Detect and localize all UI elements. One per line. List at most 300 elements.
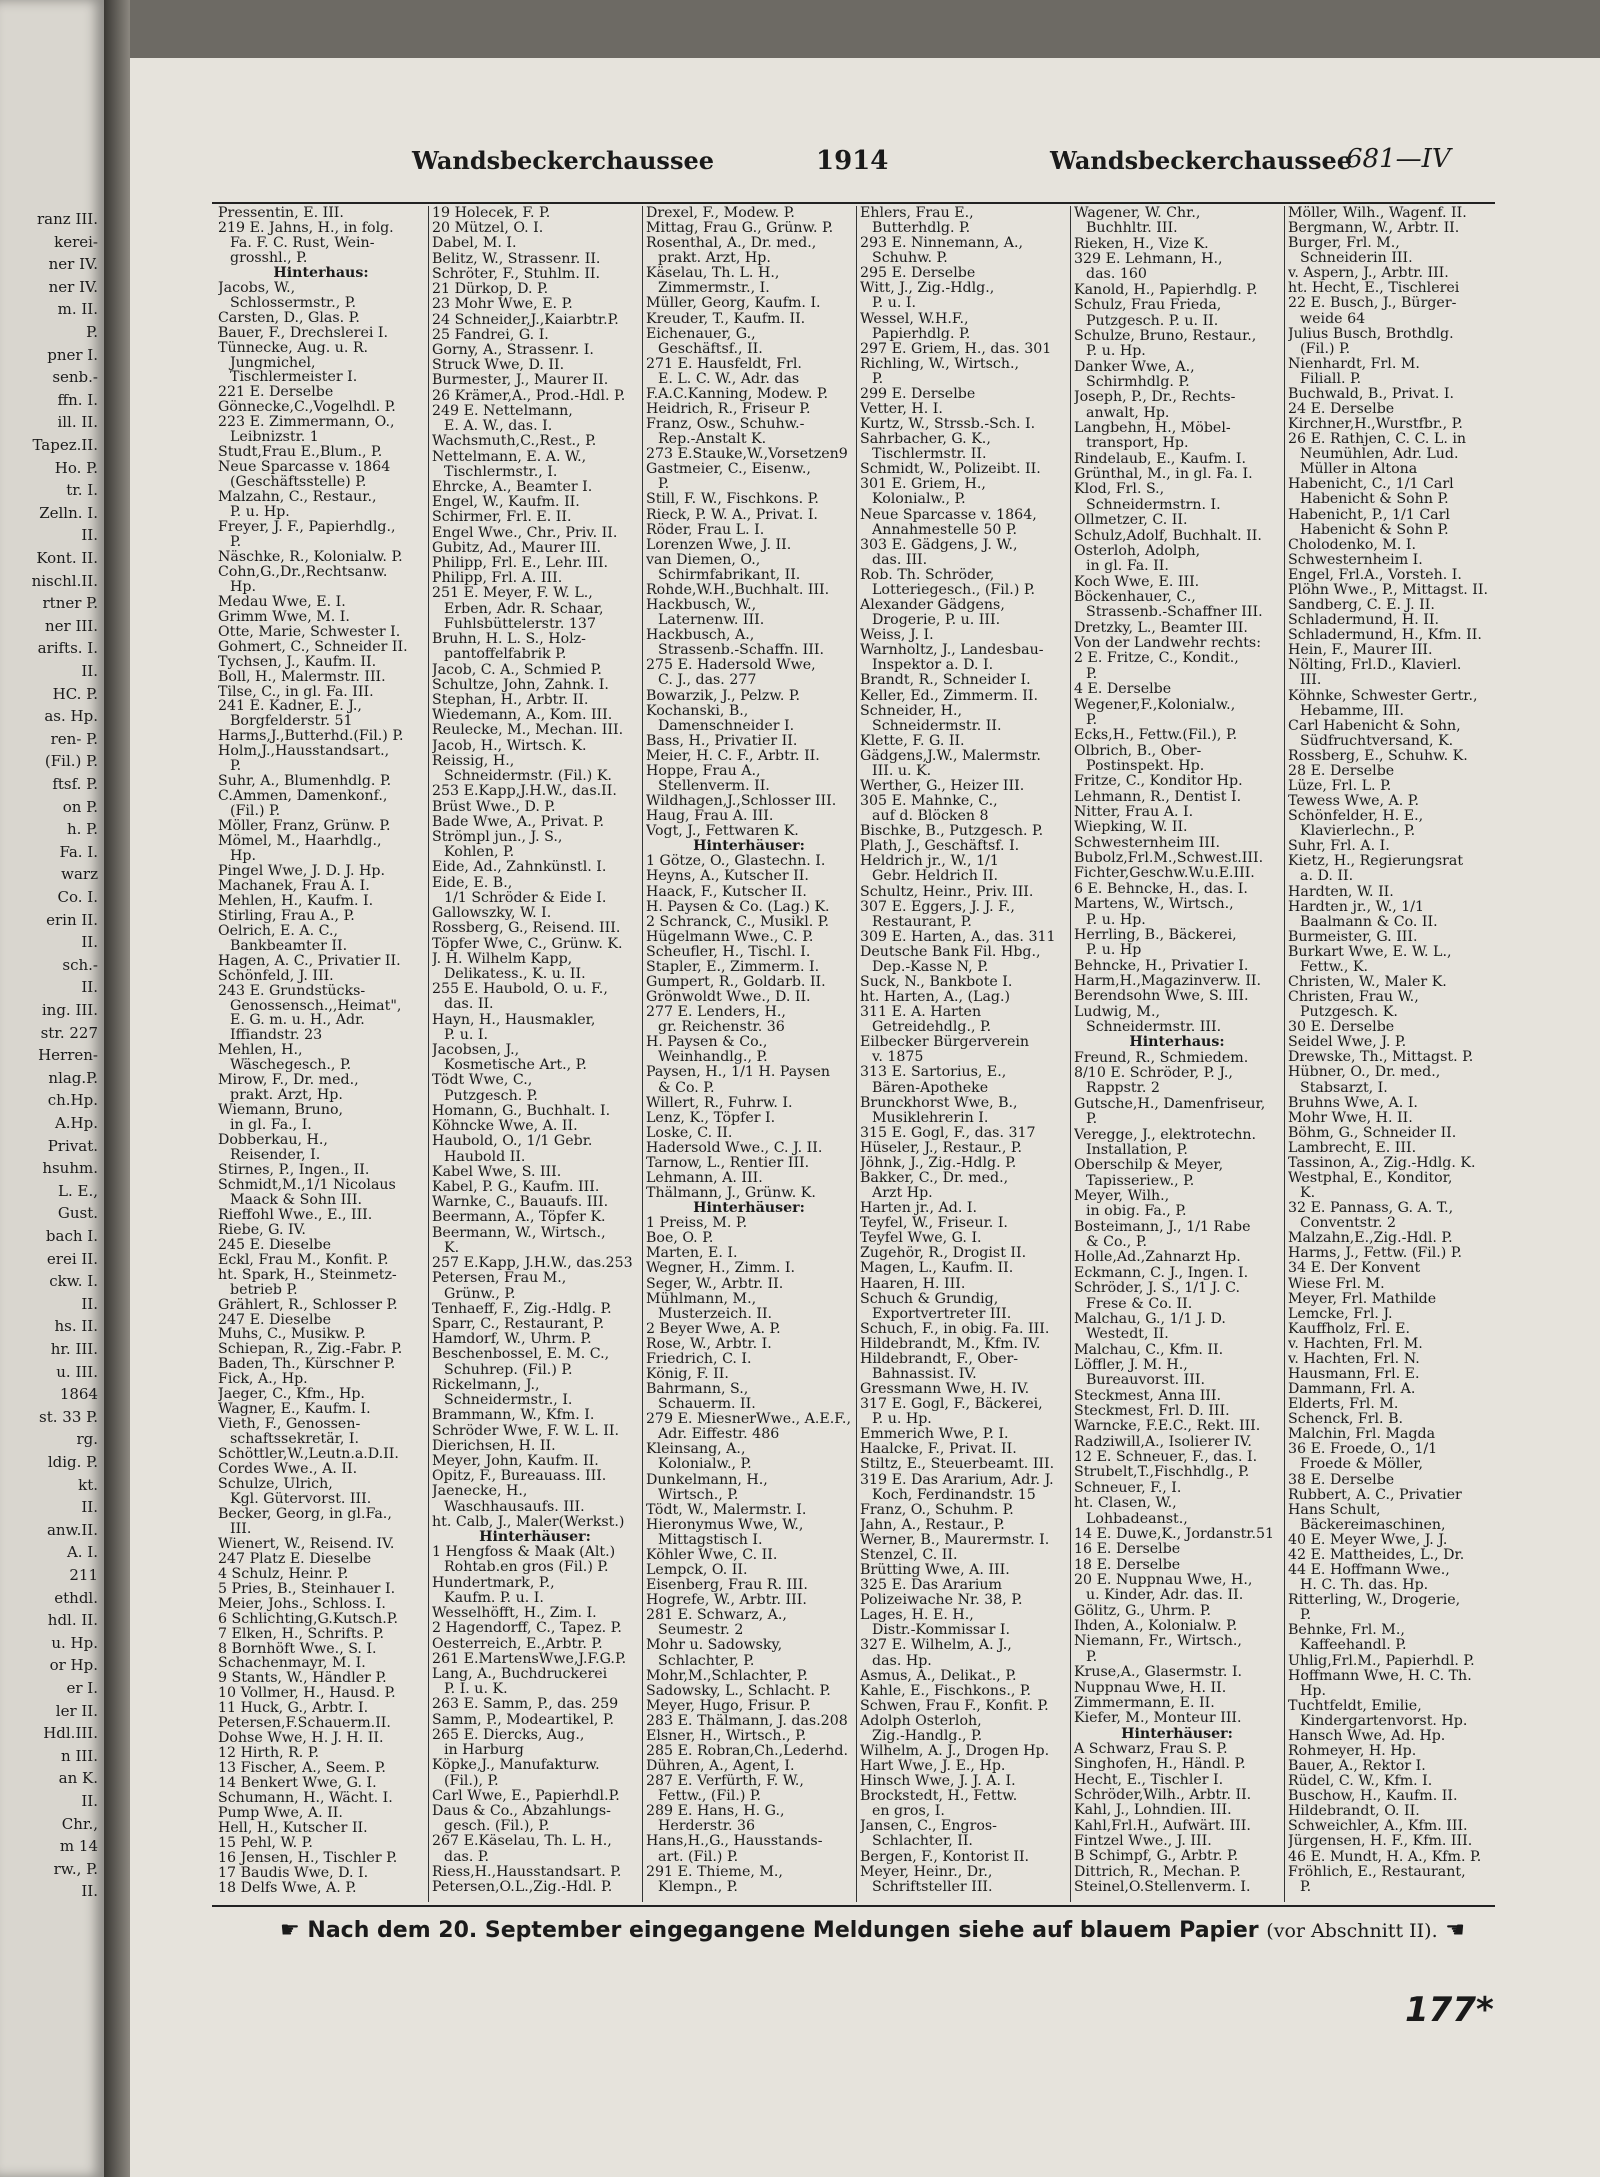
directory-entry: Kreuder, T., Kaufm. II. [646,311,806,327]
directory-entry: Kurtz, W., Strssb.-Sch. I. [860,417,1036,433]
directory-entry: 44 E. Hoffmann Wwe., [1288,1563,1450,1579]
column-divider [642,206,643,1902]
directory-entry: Schneidermstr. II. [872,718,1002,734]
directory-entry: 257 E.Kapp, J.H.W., das.253 [432,1256,633,1272]
directory-entry: v. Aspern, J., Arbtr. III. [1288,266,1449,282]
header-street-left: Wandsbeckerchaussee [412,146,714,175]
directory-entry: Jacobs, W., [218,280,296,296]
directory-entry: Lempck, O. II. [646,1563,748,1579]
directory-entry: Christen, Frau W., [1288,990,1419,1006]
directory-entry: das. Hp. [872,1653,932,1669]
directory-entry: 247 E. Dieselbe [218,1312,331,1328]
directory-entry: Bruhns Wwe, A. I. [1288,1095,1418,1111]
directory-entry: Exportvertreter III. [872,1306,1012,1322]
directory-entry: Hundertmark, P., [432,1575,555,1591]
directory-entry: Schmidt,M.,1/1 Nicolaus [218,1177,396,1193]
directory-entry: Weinhandlg., P. [658,1050,768,1066]
directory-entry: 38 E. Derselbe [1288,1472,1395,1488]
directory-entry: Engel, Frl.A., Vorsteh. I. [1288,567,1462,583]
directory-entry: Harms,J.,Butterhd.(Fil.) P. [218,729,404,745]
directory-entry: Kahle, E., Fischkons., P. [860,1683,1032,1699]
directory-entry: Heyns, A., Kutscher II. [646,869,809,885]
directory-entry: Rüdel, C. W., Kfm. I. [1288,1774,1433,1790]
prev-page-fragment: II. [81,526,98,545]
directory-entry: Polizeiwache Nr. 38, P. [860,1593,1023,1609]
directory-entry: Franz, Osw., Schuhw.- [646,417,805,433]
directory-entry: Jaenecke, H., [432,1484,528,1500]
directory-entry: 285 E. Robran,Ch.,Lederhd. [646,1743,848,1759]
directory-entry: in Harburg [444,1743,524,1759]
directory-entry: 1 Hengfoss & Maak (Alt.) [432,1545,616,1561]
directory-entry: 16 Jensen, H., Tischler P. [218,1850,398,1866]
directory-entry: Dep.-Kasse N, P. [872,959,989,975]
prev-page-fragment: II. [81,662,98,680]
directory-entry: Carsten, D., Glas. P. [218,310,360,326]
directory-entry: Bubolz,Frl.M.,Schwest.III. [1074,851,1264,867]
directory-entry: Kruse,A., Glasermstr. I. [1074,1665,1243,1681]
directory-entry: das. II. [444,997,494,1013]
directory-entry: Schulz, Frau Frieda, [1074,298,1222,314]
directory-entry: 251 E. Meyer, F. W. L., [432,586,593,602]
directory-entry: Arzt Hp. [872,1186,933,1202]
directory-entry: Struck Wwe, D. II. [432,358,565,374]
directory-entry: prakt. Arzt, Hp. [230,1088,343,1104]
directory-entry: Annahmestelle 50 P. [872,522,1018,538]
directory-entry: Köhncke Wwe, A. II. [432,1119,578,1135]
directory-entry: Bureauvorst. III. [1086,1373,1206,1389]
directory-entry: Brammann, W., Kfm. I. [432,1408,595,1424]
directory-entry: Plöhn Wwe., P., Mittagst. II. [1288,582,1488,598]
directory-entry: Hein, F., Maurer III. [1288,643,1433,659]
directory-entry: Belitz, W., Strassenr. II. [432,251,601,267]
directory-entry: Habenicht, C., 1/1 Carl [1288,477,1454,493]
page-mark: 177* [1405,1990,1494,2030]
directory-entry: 245 E. Dieselbe [218,1237,331,1253]
directory-entry: Westphal, E., Konditor, [1288,1171,1453,1186]
directory-entry: Näschke, R., Kolonialw. P. [218,549,403,565]
directory-entry: Neue Sparcasse v. 1864 [218,460,391,476]
directory-entry: (Fil.), P. [444,1773,499,1789]
directory-entry: Veregge, J., elektrotechn. [1074,1127,1256,1143]
directory-entry: Gastmeier, C., Eisenw., [646,462,811,478]
directory-entry: Rose, W., Arbtr. I. [646,1336,772,1352]
prev-page-fragment: ner IV. [48,255,98,274]
directory-entry: III. u. K. [872,763,932,779]
directory-entry: Loske, C. II. [646,1125,733,1141]
directory-entry: Nitter, Frau A. I. [1074,805,1194,821]
directory-entry: 255 E. Haubold, O. u. F., [432,982,608,998]
directory-entry: 303 E. Gädgens, J. W., [860,537,1018,553]
directory-entry: Hardten, W. II. [1288,884,1394,900]
directory-entry: Lemcke, Frl. J. [1288,1306,1393,1322]
directory-entry: Tilse, C., in gl. Fa. III. [218,684,374,700]
directory-entry: Sandberg, C. E. J. II. [1288,598,1435,614]
directory-entry: Franz, O., Schuhm. P. [860,1502,1014,1518]
directory-entry: 301 E. Griem, H., [860,477,986,493]
directory-entry: Schneidermstr. III. [1086,1020,1222,1036]
directory-entry: Froede & Möller, [1300,1457,1423,1473]
directory-entry: Tischlermstr. II. [872,447,987,463]
directory-entry: Bauer, F., Drechslerei I. [218,325,389,341]
prev-page-fragment: ner III. [44,616,98,635]
directory-entry: Hell, H., Kutscher II. [218,1820,368,1836]
directory-entry: Schladermund, H. II. [1288,613,1439,629]
prev-page-fragment: 211 [69,1566,98,1584]
directory-entry: Fritze, C., Konditor Hp. [1074,774,1243,790]
header-year: 1914 [816,146,889,176]
directory-entry: Seidel Wwe, J. P. [1288,1035,1407,1051]
directory-entry: Marten, E. I. [646,1246,738,1262]
directory-column-2 [432,206,638,1902]
directory-entry: Hackbusch, W., [646,598,757,614]
directory-entry: Fröhlich, E., Restaurant, [1288,1864,1466,1880]
directory-entry: Schweichler, A., Kfm. III. [1288,1819,1468,1835]
directory-entry: Ludwig, M., [1074,1004,1160,1020]
directory-entry: Postinspekt. Hp. [1086,758,1205,774]
directory-entry: Ollmetzer, C. II. [1074,513,1188,529]
column-divider [1284,206,1285,1902]
directory-entry: Hans,H.,G., Hausstands- [646,1834,823,1850]
directory-entry: Conventstr. 2 [1300,1216,1397,1232]
directory-entry: Lang, A., Buchdruckerei [432,1667,608,1682]
directory-entry: Sahrbacher, G. K., [860,432,991,448]
directory-entry: P. [1300,1879,1312,1895]
directory-entry: Stephan, H., Arbtr. II. [432,693,589,708]
directory-entry: Tenhaeff, F., Zig.-Hdlg. P. [432,1301,612,1317]
directory-entry: Putzgesch. P. [444,1088,538,1104]
prev-page-fragment: II. [81,1792,98,1810]
directory-entry: 18 E. Derselbe [1074,1557,1181,1573]
directory-entry: (Fil.) P. [1300,341,1351,357]
directory-entry: Hüseler, J., Restaur., P. [860,1140,1023,1156]
directory-entry: 317 E. Gogl, F., Bäckerei, [860,1397,1043,1413]
directory-entry: betrieb P. [230,1282,298,1298]
directory-entry: 299 E. Derselbe [860,386,976,402]
directory-entry: anwalt, Hp. [1086,405,1170,421]
directory-entry: B Schimpf, G., Arbtr. P. [1074,1849,1239,1865]
directory-entry: Meyer, Wilh., [1074,1189,1170,1204]
directory-entry: transport, Hp. [1086,436,1189,452]
directory-entry: Erben, Adr. R. Schaar, [444,601,604,617]
directory-entry: Thälmann, J., Grünw. K. [646,1186,816,1202]
directory-entry: Habenicht & Sohn P. [1300,492,1449,508]
directory-entry: Otte, Marie, Schwester I. [218,624,401,640]
directory-entry: Beermann, W., Wirtsch., [432,1225,606,1241]
directory-entry: 313 E. Sartorius, E., [860,1065,1007,1081]
directory-entry: Meier, Johs., Schloss. I. [218,1596,386,1612]
directory-entry: Röder, Frau L. I. [646,522,765,538]
directory-entry: Hecht, E., Tischler I. [1074,1772,1224,1788]
directory-entry: Reulecke, M., Mechan. III. [432,723,624,739]
bottom-rule [212,1905,1495,1907]
directory-entry: Osterloh, Adolph, [1074,543,1201,559]
previous-page-edge [0,0,104,2177]
directory-entry: Haubold II. [444,1149,526,1165]
directory-entry: Rubbert, A. C., Privatier [1288,1487,1462,1503]
directory-entry: Oesterreich, E.,Arbtr. P. [432,1636,603,1652]
prev-page-fragment: hsuhm. [42,1159,98,1178]
prev-page-fragment: kerei- [54,232,98,251]
directory-entry: Distr.-Kommissar I. [872,1623,1011,1639]
directory-entry: Stapler, E., Zimmerm. I. [646,959,820,975]
directory-entry: Holle,Ad.,Zahnarzt Hp. [1074,1250,1241,1266]
directory-entry: Carl Habenicht & Sohn, [1288,718,1461,734]
prev-page-fragment: II. [81,978,98,997]
directory-entry: Bergen, F., Kontorist II. [860,1849,1030,1865]
directory-entry: Eilbecker Bürgerverein [860,1035,1030,1051]
directory-entry: Gallowszky, W. I. [432,906,552,922]
directory-entry: 277 E. Lenders, H., [646,1005,786,1021]
directory-entry: Tünnecke, Aug. u. R. [218,340,369,356]
directory-entry: 5 Pries, B., Steinhauer I. [218,1581,396,1597]
directory-entry: schaftssekretär, I. [230,1432,360,1448]
directory-entry: Christen, W., Maler K. [1288,974,1447,990]
directory-entry: Vieth, F., Genossen- [218,1417,361,1433]
directory-entry: 25 Fandrei, G. I. [432,327,549,343]
directory-entry: en gros, I. [872,1804,945,1820]
directory-entry: 283 E. Thälmann, J. das.208 [646,1713,848,1729]
directory-entry: Keller, Ed., Zimmerm. II. [860,688,1038,704]
directory-entry: Strömpl jun., J. S., [432,829,563,845]
directory-entry: Ecks,H., Fettw.(Fil.), P. [1074,728,1238,744]
directory-entry: Burger, Frl. M., [1288,236,1400,252]
directory-entry: Engel Wwe., Chr., Priv. II. [432,525,618,541]
directory-entry: Richling, W., Wirtsch., [860,356,1019,372]
directory-entry: 319 E. Das Ärarium, Adr. J. [860,1472,1054,1488]
pointing-hand-right-icon: ☚ [1445,1918,1466,1943]
page-header [300,146,1500,180]
header-street-right: Wandsbeckerchaussee [1050,146,1352,175]
directory-entry: 1/1 Schröder & Eide I. [444,890,607,906]
directory-entry: Rob. Th. Schröder, [860,567,995,583]
directory-entry: Drexel, F., Modew. P. [646,206,795,221]
directory-entry: Freyer, J. F., Papierhdlg., [218,520,396,535]
directory-entry: Sparr, C., Restaurant, P. [432,1316,605,1332]
directory-entry: a. D. II. [1300,869,1354,885]
directory-entry: Wiese Frl. M. [1288,1276,1385,1292]
directory-entry: Suhr, A., Blumenhdlg. P. [218,774,392,790]
prev-page-fragment: sch.- [62,955,98,974]
prev-page-fragment: ler II. [55,1701,98,1720]
directory-entry: Hausmann, Frl. E. [1288,1367,1420,1383]
directory-entry: Kaufm. P. u. I. [444,1590,544,1606]
directory-entry: Rohtab.en gros (Fil.) P. [444,1560,609,1576]
prev-page-fragment: hr. III. [50,1340,98,1358]
directory-entry: Reissig, H., [432,753,515,769]
directory-entry: das. P. [444,1849,490,1865]
directory-entry: 24 Schneider,J.,Kaiarbtr.P. [432,312,619,328]
directory-entry: Hans Schult, [1288,1502,1381,1518]
directory-entry: Dühren, A., Agent, I. [646,1759,795,1775]
prev-page-fragment: ffn. I. [57,390,98,409]
directory-entry: F.A.C.Kanning, Modew. P. [646,386,829,402]
directory-entry: Cholodenko, M. I. [1288,537,1417,553]
directory-entry: Meier, H. C. F., Arbtr. II. [646,748,820,764]
directory-entry: 263 E. Samm, P., das. 259 [432,1697,619,1713]
directory-entry: Lüze, Frl. L. P. [1288,778,1392,794]
directory-entry: Hp. [1300,1683,1326,1699]
directory-entry: 297 E. Griem, H., das. 301 [860,341,1052,357]
directory-entry: Müller, Georg, Kaufm. I. [646,296,821,312]
directory-entry: P. [1086,1649,1098,1665]
directory-entry: Alexander Gädgens, [860,598,1005,614]
directory-entry: Schwen, Frau F., Konfit. P. [860,1698,1049,1714]
directory-entry: Wiedemann, A., Kom. III. [432,708,613,724]
directory-entry: Haalcke, F., Privat. II. [860,1442,1017,1458]
directory-entry: Bauer, A., Rektor I. [1288,1759,1426,1775]
directory-entry: Jaeger, C., Kfm., Hp. [218,1387,365,1403]
directory-entry: Möller, Wilh., Wagenf. II. [1288,206,1467,221]
directory-entry: 243 E. Grundstücks- [218,983,366,999]
prev-page-fragment: Kont. II. [36,549,98,567]
directory-entry: in gl. Fa. II. [1086,559,1169,575]
directory-entry: Warncke, F.E.C., Rekt. III. [1074,1419,1261,1435]
prev-page-fragment: ckw. I. [49,1272,98,1291]
directory-entry: Schneidermstr., I. [444,1393,573,1409]
directory-entry: Mittag, Frau G., Grünw. P. [646,221,834,237]
directory-entry: Bischke, B., Putzgesch. P. [860,824,1044,840]
directory-entry: Möller, Franz, Grünw. P. [218,819,391,835]
directory-entry: ht. Hecht, E., Tischlerei [1288,281,1460,297]
directory-entry: Haug, Frau A. III. [646,809,774,825]
directory-entry: u. Kinder, Adr. das. II. [1086,1588,1244,1604]
directory-entry: 311 E. A. Harten [860,1005,982,1021]
directory-entry: P. [1086,712,1098,728]
prev-page-fragment: rw., P. [53,1859,98,1878]
directory-entry: Dittrich, R., Mechan. P. [1074,1864,1241,1880]
directory-entry: Sadowsky, L., Schlacht. P. [646,1683,831,1699]
directory-entry: Tassinon, A., Zig.-Hdlg. K. [1288,1155,1476,1171]
directory-entry: 271 E. Hausfeldt, Frl. [646,356,802,372]
directory-entry: 241 E. Kadner, E. J., [218,699,362,715]
directory-entry: Lambrecht, E. III. [1288,1140,1417,1156]
directory-entry: Carl Wwe, E., Papierhdl.P. [432,1788,620,1804]
prev-page-fragment: er I. [66,1679,98,1697]
directory-entry: Kauffholz, Frl. E. [1288,1321,1411,1337]
directory-entry: Meyer, Heinr., Dr., [860,1864,993,1880]
directory-entry: 8/10 E. Schröder, P. J., [1074,1066,1233,1082]
directory-entry: 4 Schulz, Heinr. P. [218,1566,349,1582]
directory-entry: Mohr,M.,Schlachter, P. [646,1668,808,1684]
directory-entry: Haaren, H. III. [860,1276,966,1292]
prev-page-fragment: ch.Hp. [47,1091,98,1110]
directory-entry: Burkart Wwe, E. W. L., [1288,944,1452,960]
directory-entry: Herderstr. 36 [658,1819,756,1835]
prev-page-fragment: erin II. [46,910,98,929]
directory-entry: P. u. Hp. [872,1412,932,1428]
directory-entry: 14 E. Duwe,K., Jordanstr.51 [1074,1526,1275,1542]
directory-entry: Wildhagen,J.,Schlosser III. [646,794,837,810]
directory-entry: ht. Clasen, W., [1074,1496,1177,1512]
directory-entry: Kabel, P. G., Kaufm. III. [432,1180,600,1195]
directory-entry: Schuch, F., in obig. Fa. III. [860,1321,1050,1337]
directory-entry: Eide, E. B., [432,875,513,891]
directory-entry: Fa. F. C. Rust, Wein- [230,235,375,251]
directory-entry: Schmidt, W., Polizeibt. II. [860,462,1041,478]
directory-entry: in obig. Fa., P. [1086,1204,1187,1220]
prev-page-fragment: ill. II. [57,413,98,432]
directory-entry: 249 E. Nettelmann, [432,403,573,419]
directory-entry: Kleinsang, A., [646,1442,746,1458]
directory-entry: Strassenb.-Schaffner III. [1086,605,1263,621]
directory-entry: Schröder Wwe, F. W. L. II. [432,1423,619,1439]
directory-entry: 2 Beyer Wwe, A. P. [646,1321,781,1337]
directory-entry: Mohr u. Sadowsky, [646,1638,783,1654]
directory-entry: ht. Calb, J., Maler(Werkst.) [432,1514,625,1530]
directory-entry: 253 E.Kapp,J.H.W., das.II. [432,784,617,800]
directory-entry: Kietz, H., Regierungsrat [1288,854,1464,870]
directory-entry: Ihden, A., Kolonialw. P. [1074,1619,1238,1635]
directory-entry: 1 Preiss, M. P. [646,1216,748,1232]
directory-entry: Schlachter, P. [658,1653,755,1669]
directory-entry: 42 E. Mattheides, L., Dr. [1288,1547,1465,1563]
directory-entry: Schlossermstr., P. [230,295,356,311]
directory-entry: 15 Pehl, W. P. [218,1835,313,1851]
directory-entry: Hügelmann Wwe., C. P. [646,929,814,945]
directory-entry: Warnke, C., Bauaufs. III. [432,1195,609,1211]
directory-entry: Mohr Wwe, H. II. [1288,1110,1413,1126]
directory-entry: Martens, W., Wirtsch., [1074,897,1234,913]
directory-entry: Stabsarzt, I. [1300,1080,1388,1096]
prev-page-fragment: tr. I. [66,481,98,500]
directory-entry: Schröder, J. S., 1/1 J. C. [1074,1281,1240,1297]
directory-entry: 307 E. Eggers, J. J. F., [860,899,1015,915]
directory-entry: Paysen, H., 1/1 H. Paysen [646,1065,831,1081]
directory-entry: Weiss, J. I. [860,628,934,644]
directory-entry: art. (Fil.) P. [658,1849,739,1865]
directory-entry: 22 E. Busch, J., Bürger- [1288,296,1457,312]
directory-entry: Mittagstisch I. [658,1532,763,1548]
directory-entry: Wilhelm, A. J., Drogen Hp. [860,1743,1050,1759]
directory-entry: Cohn,G.,Dr.,Rechtsanw. [218,564,388,580]
directory-entry: Boe, O. P. [646,1231,714,1247]
prev-page-fragment: II. [81,1498,98,1517]
directory-entry: 34 E. Der Konvent [1288,1261,1421,1277]
directory-column-4 [860,206,1066,1902]
directory-entry: Kahl, J., Lohndien. III. [1074,1803,1232,1819]
directory-entry: Seumestr. 2 [658,1623,744,1639]
directory-entry: 20 E. Nuppnau Wwe, H., [1074,1572,1253,1588]
directory-entry: 2 E. Fritze, C., Kondit., [1074,651,1239,667]
directory-entry: Behncke, H., Privatier I. [1074,958,1249,974]
directory-entry: Berendsohn Wwe, S. III. [1074,989,1249,1005]
prev-page-fragment: on P. [62,797,98,816]
directory-entry: Hinsch Wwe, J. J. A. I. [860,1774,1016,1790]
directory-entry: Harms, J., Fettw. (Fil.) P. [1288,1246,1463,1262]
directory-entry: Bass, H., Privatier II. [646,733,798,749]
directory-entry: ht. Harten, A., (Lag.) [860,990,1011,1006]
directory-entry: Holm,J.,Hausstandsart., [218,744,390,760]
directory-entry: Dunkelmann, H., [646,1472,768,1488]
directory-entry: Dammann, Frl. A. [1288,1382,1416,1398]
directory-entry: 4 E. Derselbe [1074,682,1172,698]
prev-page-fragment: senb.- [52,368,98,387]
directory-entry: 221 E. Derselbe [218,385,334,401]
directory-entry: Schuhw. P. [872,251,948,267]
directory-entry: 2 Schranck, C., Musikl. P. [646,914,829,930]
directory-entry: III. [230,1521,252,1537]
directory-entry: P. [1086,666,1098,682]
directory-entry: Gölitz, G., Uhrm. P. [1074,1603,1212,1619]
prev-page-fragment: bach I. [45,1227,98,1245]
directory-entry: 14 Benkert Wwe, G. I. [218,1776,377,1792]
section-heading: Hinterhaus: [1129,1035,1225,1051]
directory-entry: Still, F. W., Fischkons. P. [646,492,819,508]
directory-entry: Drewske, Th., Mittagst. P. [1288,1050,1474,1066]
directory-entry: 273 E.Stauke,W.,Vorsetzen9 [646,447,848,463]
directory-entry: Haubold, O., 1/1 Gebr. [432,1134,593,1150]
directory-entry: Jahn, A., Restaur., P. [860,1517,1005,1533]
